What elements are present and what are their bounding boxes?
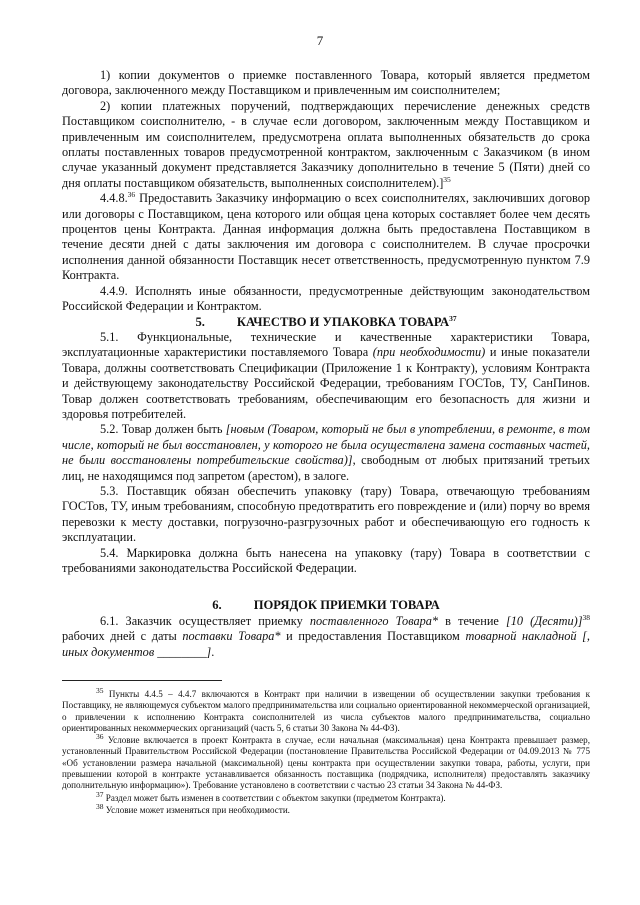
footnote-36: $^{36}$ Условие включается в проект Контракта в случае, если начальная (максимальная) цена Контракта превышает размер, установленный Правительством Российской Федерации (постановление Правительства Российской Федерации от 04.09.2013 № 775 «Об установлении размера начальной (максимальной) цены контракта при осуществлении закупки товара, работы, услуги, при превышении которой в контракте устанавливается обязанность поставщика (подрядчика, исполнителя) предоставлять заказчику дополнительную информацию»). Требование установлено в соответствии с частью 23 статьи 34 Закона № 44-ФЗ. <box>62 732 590 791</box>
footnote-35: $^{35}$ Пункты 4.4.5 – 4.4.7 включаются в Контракт при наличии в извещении об осуществлении закупки требования к Поставщику, не являющемуся субъектом малого предпринимательства или социально ориентированной некоммерческой организацией, о привлечении к исполнению Контракта соисполнителей из числа субъектов малого предпринимательства, социально ориентированных некоммерческих организаций (часть 5, 6 статьи 30 Закона № 44-ФЗ). <box>62 685 590 733</box>
footnote-ref-38[interactable]: 38 <box>582 612 590 622</box>
paragraph-5-4: 5.4. Маркировка должна быть нанесена на упаковку (тару) Товара в соответствии с требованиями законодательства Российской Федерации. <box>62 545 590 575</box>
footnote-ref-36[interactable]: 36 <box>127 190 136 200</box>
footnotes <box>62 680 590 817</box>
page-number: 7 <box>316 33 324 48</box>
section-5-heading: 5. КАЧЕСТВО И УПАКОВКА ТОВАРА$^{37}$ <box>195 313 457 329</box>
paragraph-5-2: 5.2. Товар должен быть [новым (Товаром, который не был в употреблении, в ремонте, в том числе, который не был восстановлен, у которого не была осуществлена замена составных частей, не были восстановлены потребительские свойства)], свободным от любых притязаний третьих лиц, не находящимся под запретом (арестом), в залоге. <box>62 422 590 483</box>
paragraph-item-2: 2) копии платежных поручений, подтверждающих перечисление денежных средств Поставщиком соисполнителю, - в случае если договором, заключенным между Поставщиком и привлеченным им соисполнителем, предусмотрена оплата выполненных обязательств до срока оплаты поставленных товаров предусмотренной контрактом, заключенным с Заказчиком (в ином случае указанный документ представляется Заказчику дополнительно в течение 5 (Пяти) дней со дня оплаты поставщиком обязательств, выполненных соисполнителем).]$^{35}$ <box>62 98 590 190</box>
footnote-ref-35[interactable]: 35 <box>443 174 451 184</box>
paragraph-item-1: 1) копии документов о приемке поставленного Товара, который является предметом договора, заключенного между Поставщиком и привлеченным им соисполнителем; <box>62 68 590 98</box>
paragraph-4-4-9: 4.4.9. Исполнять иные обязанности, предусмотренные действующим законодательством Российской Федерации и Контрактом. <box>62 283 590 314</box>
paragraph-5-3: 5.3. Поставщик обязан обеспечить упаковку (тару) Товара, отвечающую требованиям ГОСТов, ТУ, иным требованиям, способную предотвратить его повреждение и (или) порчу во время перевозки к месту доставки, погрузочно-разгрузочных работ и обеспечивающую его годность к эксплуатации. <box>62 483 590 545</box>
paragraph-4-4-8: 4.4.8.36 Предоставить Заказчику информацию о всех соисполнителях, заключивших договор или договоры с Поставщиком, цена которого или общая цена которых составляет более чем десять процентов цены Контракта. Данная информация должна быть предоставлена Поставщиком в течение десяти дней с даты заключения им договора с соисполнителем. В случае просрочки исполнения данной обязанности Поставщик несет ответственность, предусмотренную пунктом 7.9 Контракта. <box>62 190 590 283</box>
section-6-heading: 6. ПОРЯДОК ПРИЕМКИ ТОВАРА <box>212 598 440 613</box>
footnote-ref-37[interactable]: 37 <box>449 313 457 323</box>
paragraph-5-1: 5.1. Функциональные, технические и качественные характеристики Товара, эксплуатационные характеристики поставляемого Товара (при необходимости) и иные показатели Товара, должны соответствовать Спецификации (Приложение 1 к Контракту), условиям Контракта и действующему законодательству Российской Федерации, требованиям ГОСТов, ТУ, СанПинов. Товар должен соответствовать требованиям, обеспечивающим его безопасность для жизни и здоровья потребителей. <box>62 329 590 421</box>
footnote-38: $^{38}$ Условие может изменяться при необходимости. <box>96 801 290 815</box>
paragraph-6-1: 6.1. Заказчик осуществляет приемку поставленного Товара* в течение [10 (Десяти)]$^{38}$ рабочих дней с даты поставки Товара* и предоставления Поставщиком товарной накладной [, иных документов ________]. <box>62 612 590 659</box>
footnote-37: $^{37}$ Раздел может быть изменен в соответствии с объектом закупки (предметом Контракта). <box>96 789 446 803</box>
document-body <box>62 68 590 660</box>
footnote-divider <box>62 680 222 681</box>
